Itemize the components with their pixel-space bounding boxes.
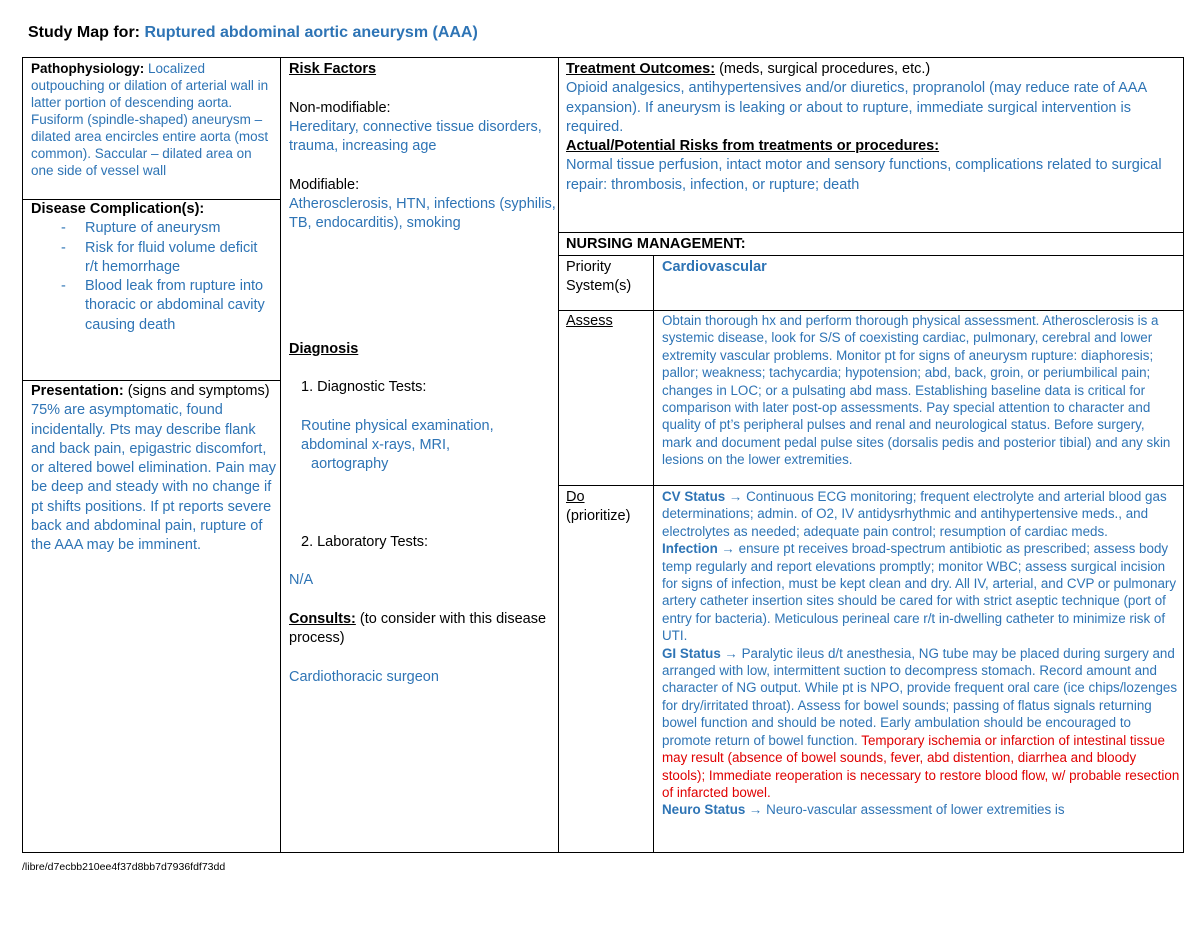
consults-text: Cardiothoracic surgeon bbox=[289, 668, 439, 685]
pathophysiology-label: Pathophysiology: bbox=[31, 61, 145, 76]
divider-priority bbox=[558, 310, 1183, 311]
infection-text: ensure pt receives broad-spectrum antibiotic as prescribed; assess body temp regularly and report elevations promptly; monitor WBC; assess surgical incision for signs of infection, must be kept clean and dry. All IV, arterial, and CVP or pulmonary artery catheter insertion sites should be cared for with strict aseptic technique (port of entry for bacteria). Meticulous perineal care r/t in-dwelling catheter to minimize risk of UTI. bbox=[662, 541, 1177, 644]
cv-status-label: CV Status → bbox=[662, 489, 743, 504]
list-item: - Rupture of aneurysm bbox=[31, 219, 273, 238]
gi-status-label: GI Status → bbox=[662, 645, 738, 661]
neuro-status-label: Neuro Status → bbox=[662, 802, 763, 818]
infection-label: Infection → bbox=[662, 541, 735, 557]
nursing-management-label: NURSING MANAGEMENT: bbox=[566, 236, 746, 252]
do-label: Do bbox=[566, 489, 585, 505]
page-title bbox=[28, 24, 478, 42]
gi-warning-text: Temporary ischemia or infarction of intestinal tissue may result (absence of bowel sounds, fever, abd distention, diarrhea and bloody stools); Immediate reoperation is necessary to restore blood flow, w/ probable resection of infarcted bowel. bbox=[662, 732, 1180, 800]
divider-assess bbox=[558, 485, 1183, 486]
do-sublabel: (prioritize) bbox=[566, 508, 631, 524]
cv-status-text: Continuous ECG monitoring; frequent electrolyte and arterial blood gas determinations; admin. of O2, IV antidysrhythmic and antihypertensive meds., and electrolytes as needed; adequate pain control; resumption of cardiac meds. bbox=[662, 489, 1167, 539]
treatment-cell bbox=[566, 60, 1176, 195]
do-label-cell bbox=[566, 488, 656, 526]
document-path: /libre/d7ecbb210ee4f37d8bb7d7936fdf73dd bbox=[22, 861, 226, 873]
consults-label: Consults: bbox=[289, 610, 356, 627]
diagnostic-tests-text: Routine physical examination, abdominal x-rays, MRI, bbox=[301, 417, 494, 454]
divider-nursing-labels bbox=[653, 255, 654, 852]
assess-text: Obtain thorough hx and perform thorough physical assessment. Atherosclerosis is a systemic disease, look for S/S of coexisting cardiac, pulmonary, cerebral and lower extremity vascular problems. Monitor pt for signs of aneurysm rupture: diaphoresis; pallor; weakness; tachycardia; hypotension; abd, back, groin, or periumbilical pain; changes in LOC; or a pulsating abd mass. Establishing baseline data is critical for comparison with later post-op assessments. Pay special attention to character and quality of pt’s peripheral pulses and renal and neurological status. Before surgery, mark and document pedal pulse sites (dorsalis pedis and posterior tibial) and any skin lesions on the lower extremities. bbox=[662, 313, 1171, 468]
complications-label: Disease Complication(s): bbox=[31, 201, 205, 217]
nonmodifiable-text: Hereditary, connective tissue disorders, trauma, increasing age bbox=[289, 118, 542, 155]
pathophysiology-cell bbox=[31, 60, 273, 179]
gi-status-text: Paralytic ileus d/t anesthesia, NG tube may be placed during surgery and arranged with low, intermittent suction to decompress stomach. Record amount and character of NG output. While pt is NPO, provide frequent oral care (ice chips/lozenges for dry/irritated throat). Assess for bowel sounds; passing of flatus signals returning bowel function and should be noted. Early ambulation should be encouraged to promote return of bowel function. bbox=[662, 645, 1178, 748]
priority-system-value: Cardiovascular bbox=[662, 259, 767, 275]
treatment-label: Treatment Outcomes: bbox=[566, 61, 716, 77]
pathophysiology-text: Localized outpouching or dilation of arterial wall in latter portion of descending aorta. Fusiform (spindle-shaped) aneurysm – dilated area encircles entire aorta (most common). Saccular – dilated area on one side of vessel wall bbox=[31, 61, 269, 178]
treatment-text: Opioid analgesics, antihypertensives and/or diuretics, propranolol (may reduce rate of AAA expansion). If aneurysm is leaking or about to rupture, immediate surgical intervention is required. bbox=[566, 80, 1147, 135]
modifiable-text: Atherosclerosis, HTN, infections (syphilis, TB, endocarditis), smoking bbox=[289, 196, 556, 232]
presentation-cell bbox=[31, 382, 276, 556]
divider-nursing-header bbox=[558, 255, 1183, 256]
complications-cell bbox=[31, 200, 273, 335]
assess-label: Assess bbox=[566, 313, 613, 329]
lab-tests-label: 2. Laboratory Tests: bbox=[301, 533, 429, 550]
study-map-table bbox=[22, 57, 1184, 853]
treatment-suffix: (meds, surgical procedures, etc.) bbox=[715, 61, 931, 77]
risks-label: Actual/Potential Risks from treatments or procedures: bbox=[566, 138, 940, 155]
consults-suffix: (to consider with this disease process) bbox=[289, 610, 547, 646]
list-item: - Blood leak from rupture into thoracic or abdominal cavity causing death bbox=[31, 277, 273, 335]
diagnostic-tests-label: 1. Diagnostic Tests: bbox=[301, 379, 427, 396]
neuro-status-text: Neuro-vascular assessment of lower extremities is bbox=[762, 802, 1065, 818]
complications-list bbox=[31, 219, 273, 335]
presentation-suffix: (signs and symptoms) bbox=[123, 383, 270, 399]
do-text-cell bbox=[662, 488, 1180, 852]
diagnosis-label: Diagnosis bbox=[289, 340, 359, 357]
diagnostic-tests-text-2: aortography bbox=[311, 456, 389, 473]
nonmodifiable-label: Non-modifiable: bbox=[289, 99, 391, 116]
title-topic: Ruptured abdominal aortic aneurysm (AAA) bbox=[144, 24, 478, 41]
priority-system-label: Priority System(s) bbox=[566, 259, 632, 294]
risk-factors-label: Risk Factors bbox=[289, 61, 377, 77]
divider-col1 bbox=[280, 58, 281, 852]
presentation-text: 75% are asymptomatic, found incidentally. Pts may describe flank and back pain, epigastric discomfort, or altered bowel elimination. Pain may be deep and steady with no change if pt shifts positions. If pt reports severe back and abdominal pain, rupture of the AAA may be imminent. bbox=[31, 402, 276, 554]
risk-diagnosis-cell bbox=[289, 60, 559, 687]
modifiable-label: Modifiable: bbox=[289, 176, 360, 193]
risks-text: Normal tissue perfusion, intact motor and sensory functions, complications related to surgical repair: thrombosis, infection, or rupture; death bbox=[566, 157, 1162, 193]
presentation-label: Presentation: bbox=[31, 383, 124, 399]
divider-complications bbox=[23, 380, 280, 381]
title-prefix: Study Map for: bbox=[28, 24, 145, 41]
divider-treatment bbox=[558, 232, 1183, 233]
list-item: - Risk for fluid volume deficit r/t hemorrhage bbox=[31, 239, 273, 278]
lab-tests-text: N/A bbox=[289, 572, 314, 589]
